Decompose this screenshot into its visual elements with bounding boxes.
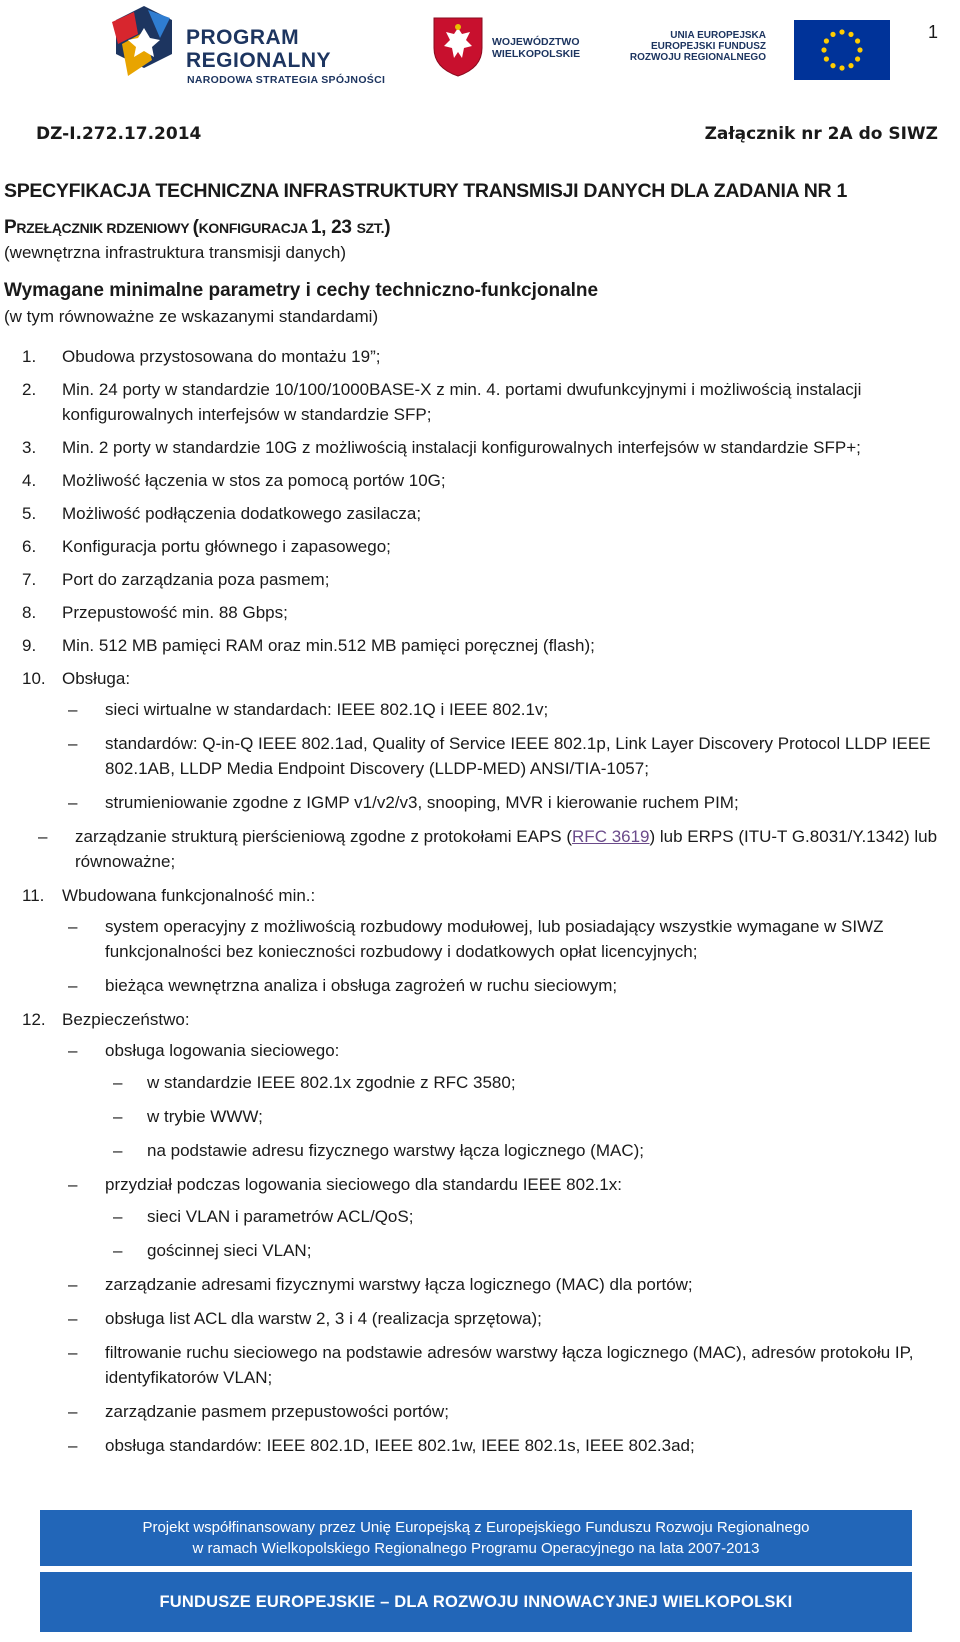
sub-item-text: obsługa logowania sieciowego: <box>105 1041 340 1060</box>
item-text: Port do zarządzania poza pasmem; <box>62 570 330 589</box>
nested-item-text: na podstawie adresu fizycznego warstwy łącza logicznego (MAC); <box>147 1141 645 1160</box>
sub-list-item <box>62 790 944 815</box>
list-item <box>4 468 944 493</box>
sub-item-text: bieżąca wewnętrzna analiza i obsługa zagrożeń w ruchu sieciowym; <box>105 976 618 995</box>
list-item <box>4 666 944 874</box>
dash-marker: – <box>38 827 48 846</box>
eu-line3: ROZWOJU REGIONALNEGO <box>629 52 766 63</box>
sub-list-item <box>62 1340 944 1390</box>
subtitle-part: ( <box>192 217 199 238</box>
dash-marker: – <box>68 1343 78 1362</box>
sub-item-text: sieci wirtualne w standardach: IEEE 802.1Q i IEEE 802.1v; <box>105 700 549 719</box>
eu-line2: EUROPEJSKI FUNDUSZ <box>650 41 766 52</box>
sub-list-item <box>62 697 944 722</box>
program-subtitle: NARODOWA STRATEGIA SPÓJNOŚCI <box>187 74 386 86</box>
nested-list-item <box>107 1204 944 1229</box>
item-number: 5. <box>22 504 37 523</box>
list-item <box>4 344 944 369</box>
dash-marker: – <box>113 1073 123 1092</box>
page-number: 1 <box>927 22 938 42</box>
dash-marker: – <box>68 793 78 812</box>
item-number: 9. <box>22 636 37 655</box>
item-number: 6. <box>22 537 37 556</box>
program-title-line2: REGIONALNY <box>186 49 332 72</box>
sub-item-text: strumieniowanie zgodne z IGMP v1/v2/v3, snooping, MVR i kierowanie ruchem PIM; <box>105 793 739 812</box>
wojewodztwo-line1: WOJEWÓDZTWO <box>492 36 580 48</box>
subtitle-part: RZEŁĄCZNIK RDZENIOWY <box>16 220 193 236</box>
sub-item-text: przydział podczas logowania sieciowego dla standardu IEEE 802.1x: <box>105 1175 622 1194</box>
sub-list-item <box>62 914 944 964</box>
sub-list <box>62 914 944 998</box>
item-text: Przepustowość min. 88 Gbps; <box>62 603 288 622</box>
item-number: 12. <box>22 1010 46 1029</box>
sub-list-item <box>62 1433 944 1458</box>
dash-marker: – <box>113 1107 123 1126</box>
dash-marker: – <box>68 700 78 719</box>
annex-label: Załącznik nr 2A do SIWZ <box>704 124 938 144</box>
sub-item-text: obsługa standardów: IEEE 802.1D, IEEE 802.1w, IEEE 802.1s, IEEE 802.3ad; <box>105 1436 695 1455</box>
sub-item-text: zarządzanie strukturą pierścieniową zgodne z protokołami EAPS ( <box>75 827 573 846</box>
subtitle-note: (wewnętrzna infrastruktura transmisji danych) <box>4 243 347 262</box>
program-emblem-icon <box>108 4 180 82</box>
item-text: Min. 512 MB pamięci RAM oraz min.512 MB pamięci poręcznej (flash); <box>62 636 595 655</box>
sub-list <box>38 697 944 874</box>
nested-item-text: w standardzie IEEE 802.1x zgodnie z RFC 3580; <box>147 1073 516 1092</box>
nested-item-text: w trybie WWW; <box>147 1107 263 1126</box>
list-item <box>4 1007 944 1458</box>
list-item <box>4 501 944 526</box>
list-item <box>4 534 944 559</box>
program-regionalny-logo <box>108 4 386 90</box>
sub-list-item <box>32 824 944 874</box>
document-title: SPECYFIKACJA TECHNICZNA INFRASTRUKTURY TRANSMISJI DANYCH DLA ZADANIA NR 1 <box>4 180 847 202</box>
program-title <box>186 26 331 72</box>
item-number: 2. <box>22 380 37 399</box>
nested-sub-list <box>105 1070 944 1163</box>
document-body <box>4 178 944 1467</box>
dash-marker: – <box>68 917 78 936</box>
dash-marker: – <box>68 976 78 995</box>
item-text: Wbudowana funkcjonalność min.: <box>62 886 316 905</box>
list-item <box>4 435 944 460</box>
sub-item-text: zarządzanie pasmem przepustowości portów; <box>105 1402 449 1421</box>
nested-item-text: gościnnej sieci VLAN; <box>147 1241 312 1260</box>
wojewodztwo-logo <box>432 16 612 82</box>
item-text: Min. 2 porty w standardzie 10G z możliwością instalacji konfigurowalnych interfejsów w standardzie SFP+; <box>62 438 861 457</box>
sub-item-text: zarządzanie adresami fizycznymi warstwy łącza logicznego (MAC) dla portów; <box>105 1275 693 1294</box>
wojewodztwo-text <box>492 36 580 60</box>
reference-line <box>36 124 938 144</box>
nested-list-item <box>107 1138 944 1163</box>
dash-marker: – <box>113 1141 123 1160</box>
dash-marker: – <box>113 1241 123 1260</box>
subtitle-part: ) <box>384 217 391 238</box>
dash-marker: – <box>113 1207 123 1226</box>
list-item <box>4 883 944 998</box>
item-number: 8. <box>22 603 37 622</box>
subtitle-part: SZT. <box>356 220 385 236</box>
eu-logo <box>626 20 866 82</box>
item-text: Konfiguracja portu głównego i zapasowego; <box>62 537 391 556</box>
sub-item-text: obsługa list ACL dla warstw 2, 3 i 4 (realizacja sprzętowa); <box>105 1309 542 1328</box>
sub-item-text: ) lub ERPS (ITU-T G.8031/Y.1342) lub równoważne; <box>75 827 938 871</box>
subtitle-part: KONFIGURACJA <box>198 220 311 236</box>
sub-list-item <box>62 731 944 781</box>
dash-marker: – <box>68 1309 78 1328</box>
nested-item-text: sieci VLAN i parametrów ACL/QoS; <box>147 1207 414 1226</box>
list-item <box>4 633 944 658</box>
item-number: 3. <box>22 438 37 457</box>
sub-list-item <box>62 1172 944 1263</box>
dash-marker: – <box>68 1041 78 1060</box>
rfc-3619-link[interactable]: RFC 3619 <box>572 827 650 846</box>
nested-list-item <box>107 1238 944 1263</box>
document-subtitle <box>4 216 944 240</box>
requirements-heading: Wymagane minimalne parametry i cechy techniczno-funkcjonalne <box>4 280 599 301</box>
eu-line1: UNIA EUROPEJSKA <box>670 30 766 41</box>
nested-list-item <box>107 1070 944 1095</box>
sub-item-text: standardów: Q-in-Q IEEE 802.1ad, Quality of Service IEEE 802.1p, Link Layer Discovery Protocol LLDP IEEE 802.1AB, LLDP Media Endpoint Discovery (LLDP-MED) ANSI/TIA-1057; <box>105 734 931 778</box>
list-item <box>4 600 944 625</box>
dash-marker: – <box>68 1275 78 1294</box>
dash-marker: – <box>68 1402 78 1421</box>
item-text: Obudowa przystosowana do montażu 19”; <box>62 347 381 366</box>
sub-item-text: system operacyjny z możliwością rozbudowy modułowej, lub posiadający wszystkie wymagane w SIWZ funkcjonalności bez konieczności rozbudowy i dodatkowych opłat licencyjnych; <box>105 917 884 961</box>
list-item <box>4 567 944 592</box>
wojewodztwo-line2: WIELKOPOLSKIE <box>492 48 581 60</box>
sub-list-item <box>62 1399 944 1424</box>
subtitle-part: P <box>4 217 17 238</box>
item-text: Możliwość łączenia w stos za pomocą portów 10G; <box>62 471 446 490</box>
dash-marker: – <box>68 1436 78 1455</box>
list-item <box>4 377 944 427</box>
item-text: Możliwość podłączenia dodatkowego zasilacza; <box>62 504 422 523</box>
dash-marker: – <box>68 734 78 753</box>
case-number: DZ-I.272.17.2014 <box>36 124 202 144</box>
item-number: 11. <box>22 886 45 905</box>
footer-line2: w ramach Wielkopolskiego Regionalnego Programu Operacyjnego na lata 2007-2013 <box>192 1540 760 1557</box>
coat-of-arms-icon <box>432 16 484 78</box>
sub-list-item <box>62 973 944 998</box>
eu-text <box>630 30 766 63</box>
dash-marker: – <box>68 1175 78 1194</box>
item-text: Obsługa: <box>62 669 131 688</box>
eu-flag-icon <box>794 20 890 80</box>
sub-item-text: filtrowanie ruchu sieciowego na podstawie adresów warstwy łącza logicznego (MAC), adresów protokołu IP, identyfikatorów VLAN; <box>105 1343 914 1387</box>
item-text: Min. 24 porty w standardzie 10/100/1000BASE-X z min. 4. portami dwufunkcyjnymi i możliwością instalacji konfigurowalnych interfejsów w standardzie SFP; <box>62 380 862 424</box>
nested-sub-list <box>105 1204 944 1263</box>
item-number: 1. <box>22 347 37 366</box>
footer-funding-note <box>40 1510 912 1566</box>
sub-list-item <box>62 1038 944 1163</box>
subtitle-part: 1, 23 <box>310 217 357 238</box>
sub-list <box>62 1038 944 1458</box>
program-title-line1: PROGRAM <box>186 26 300 49</box>
item-number: 7. <box>22 570 37 589</box>
item-text: Bezpieczeństwo: <box>62 1010 190 1029</box>
item-number: 10. <box>22 669 46 688</box>
nested-list-item <box>107 1104 944 1129</box>
sub-list-item <box>62 1272 944 1297</box>
requirements-list <box>4 344 944 1458</box>
item-number: 4. <box>22 471 37 490</box>
requirements-note: (w tym równoważne ze wskazanymi standardami) <box>4 307 379 326</box>
footer-line1: Projekt współfinansowany przez Unię Europejską z Europejskiego Funduszu Rozwoju Regionalnego <box>142 1519 810 1536</box>
sub-list-item <box>62 1306 944 1331</box>
footer-slogan: FUNDUSZE EUROPEJSKIE – DLA ROZWOJU INNOWACYJNEJ WIELKOPOLSKI <box>40 1572 912 1632</box>
